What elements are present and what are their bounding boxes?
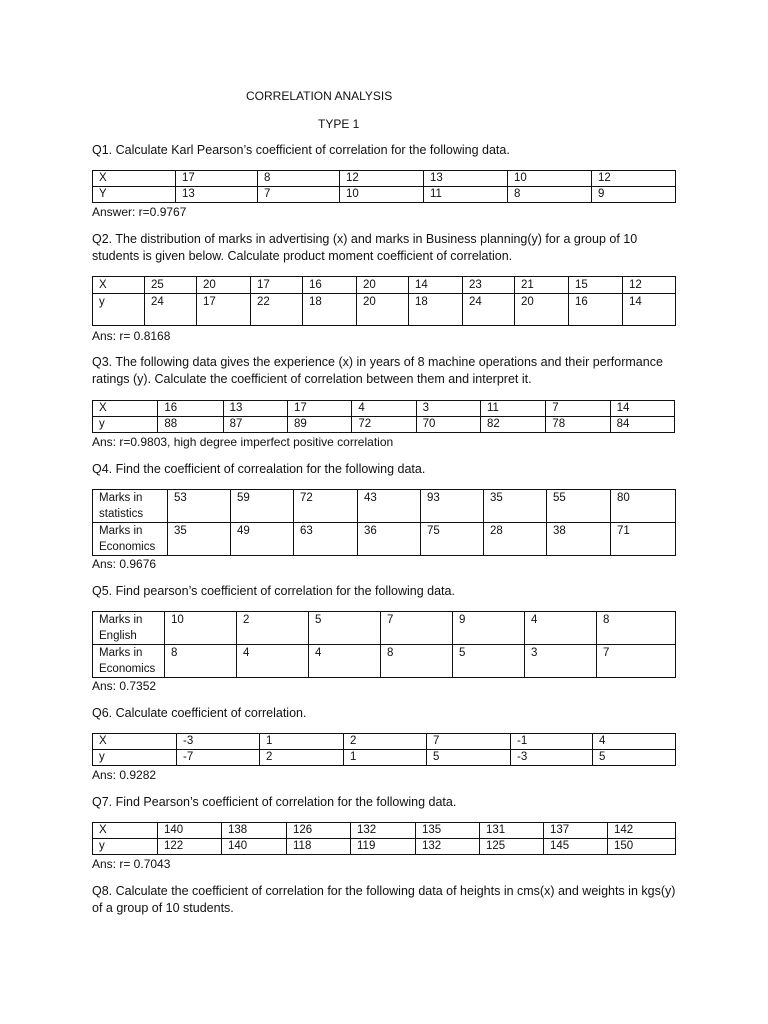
table-cell: -7 (177, 750, 260, 766)
table-cell: 55 (547, 490, 611, 523)
table-cell: 8 (258, 171, 340, 187)
table-cell: 17 (176, 171, 258, 187)
table-cell: 24 (463, 294, 515, 326)
table-cell: 1 (260, 734, 344, 750)
table-row (93, 294, 676, 326)
table-row (93, 401, 675, 417)
table-cell: 71 (611, 523, 676, 556)
table-cell: 18 (303, 294, 357, 326)
question-6-table (92, 733, 676, 766)
table-cell: 126 (287, 823, 351, 839)
table-cell: 59 (231, 490, 294, 523)
question-5-answer: Ans: 0.7352 (92, 679, 157, 693)
table-cell: 7 (258, 187, 340, 203)
table-cell: 13 (176, 187, 258, 203)
table-cell: 11 (480, 401, 545, 417)
question-1-table (92, 170, 676, 203)
table-cell: 7 (546, 401, 610, 417)
table-cell: 20 (197, 277, 251, 294)
table-row (93, 645, 676, 678)
table-row (93, 171, 676, 187)
table-cell: 4 (593, 734, 676, 750)
document-title: CORRELATION ANALYSIS (246, 89, 393, 103)
table-cell: 93 (421, 490, 484, 523)
table-cell: 16 (569, 294, 623, 326)
table-cell: 8 (597, 612, 676, 645)
table-cell: 119 (351, 839, 416, 855)
table-cell: 135 (416, 823, 480, 839)
row-label: X (93, 823, 158, 839)
row-label: Marks in Economics (93, 645, 165, 678)
question-5-text: Q5. Find pearson’s coefficient of correlation for the following data. (92, 584, 455, 598)
question-6-answer: Ans: 0.9282 (92, 768, 157, 782)
table-cell: 12 (340, 171, 424, 187)
row-label: Marks in English (93, 612, 165, 645)
table-cell: 63 (294, 523, 358, 556)
table-cell: 8 (381, 645, 453, 678)
table-cell: 75 (421, 523, 484, 556)
row-label: X (93, 277, 145, 294)
table-cell: 150 (608, 839, 676, 855)
row-label: X (93, 734, 177, 750)
table-cell: 145 (544, 839, 608, 855)
table-cell: 53 (168, 490, 231, 523)
table-row (93, 417, 675, 433)
table-cell: 24 (145, 294, 197, 326)
table-row (93, 750, 676, 766)
table-cell: 70 (416, 417, 480, 433)
row-label: y (93, 417, 158, 433)
table-row (93, 734, 676, 750)
table-cell: 122 (158, 839, 222, 855)
table-row (93, 277, 676, 294)
table-cell: 4 (525, 612, 597, 645)
table-cell: 38 (547, 523, 611, 556)
table-cell: 5 (427, 750, 511, 766)
document-subtitle: TYPE 1 (318, 117, 360, 131)
table-cell: 8 (508, 187, 592, 203)
table-cell: 140 (158, 823, 222, 839)
table-cell: 89 (287, 417, 351, 433)
table-cell: 11 (424, 187, 508, 203)
table-cell: 16 (158, 401, 223, 417)
table-cell: 5 (593, 750, 676, 766)
table-cell: 35 (484, 490, 547, 523)
table-cell: 9 (592, 187, 676, 203)
table-cell: 12 (623, 277, 676, 294)
table-cell: 4 (309, 645, 381, 678)
table-cell: 7 (427, 734, 511, 750)
table-row (93, 823, 676, 839)
question-2-answer: Ans: r= 0.8168 (92, 329, 171, 343)
table-cell: 2 (237, 612, 309, 645)
table-row (93, 612, 676, 645)
question-7-answer: Ans: r= 0.7043 (92, 857, 171, 871)
table-cell: 7 (597, 645, 676, 678)
table-cell: 10 (508, 171, 592, 187)
table-row (93, 523, 676, 556)
table-cell: 17 (287, 401, 351, 417)
table-cell: 5 (453, 645, 525, 678)
table-cell: 2 (344, 734, 427, 750)
table-row (93, 490, 676, 523)
table-cell: 84 (610, 417, 674, 433)
table-cell: 13 (424, 171, 508, 187)
table-cell: 23 (463, 277, 515, 294)
question-1-answer: Answer: r=0.9767 (92, 205, 187, 219)
table-cell: 10 (340, 187, 424, 203)
question-5-table (92, 611, 676, 678)
table-cell: 25 (145, 277, 197, 294)
table-cell: 125 (480, 839, 544, 855)
table-cell: 10 (165, 612, 237, 645)
table-cell: 72 (352, 417, 416, 433)
table-cell: 80 (611, 490, 676, 523)
table-cell: -3 (177, 734, 260, 750)
table-cell: 18 (409, 294, 463, 326)
table-cell: 16 (303, 277, 357, 294)
table-cell: 4 (237, 645, 309, 678)
row-label: y (93, 750, 177, 766)
table-cell: 14 (409, 277, 463, 294)
question-4-table (92, 489, 676, 556)
question-2-text: Q2. The distribution of marks in advertising (x) and marks in Business planning(y) for a group of 10 students is given below. Calculate product moment coefficient of correlation. (92, 232, 638, 263)
table-cell: 72 (294, 490, 358, 523)
table-cell: 138 (222, 823, 287, 839)
table-row (93, 839, 676, 855)
table-cell: 1 (344, 750, 427, 766)
table-cell: 2 (260, 750, 344, 766)
table-cell: 20 (357, 294, 409, 326)
table-cell: 4 (352, 401, 416, 417)
table-cell: 14 (623, 294, 676, 326)
row-label: y (93, 294, 145, 326)
question-2-table (92, 276, 676, 326)
question-3-table (92, 400, 675, 433)
table-cell: 14 (610, 401, 674, 417)
question-7-table (92, 822, 676, 855)
table-cell: 17 (251, 277, 303, 294)
table-cell: -1 (511, 734, 593, 750)
row-label: Marks in statistics (93, 490, 168, 523)
question-7-text: Q7. Find Pearson’s coefficient of correlation for the following data. (92, 795, 457, 809)
table-cell: 21 (515, 277, 569, 294)
table-cell: 15 (569, 277, 623, 294)
table-cell: 132 (351, 823, 416, 839)
table-cell: 118 (287, 839, 351, 855)
table-cell: 36 (358, 523, 421, 556)
table-cell: 3 (525, 645, 597, 678)
table-cell: 22 (251, 294, 303, 326)
table-cell: 35 (168, 523, 231, 556)
table-cell: 12 (592, 171, 676, 187)
question-3-answer: Ans: r=0.9803, high degree imperfect positive correlation (92, 435, 394, 449)
question-6-text: Q6. Calculate coefficient of correlation. (92, 706, 307, 720)
row-label: y (93, 839, 158, 855)
table-cell: 78 (546, 417, 610, 433)
table-cell: 137 (544, 823, 608, 839)
table-cell: 131 (480, 823, 544, 839)
table-cell: 20 (357, 277, 409, 294)
table-cell: 7 (381, 612, 453, 645)
row-label: X (93, 171, 176, 187)
table-cell: 17 (197, 294, 251, 326)
table-cell: 9 (453, 612, 525, 645)
table-cell: 132 (416, 839, 480, 855)
table-cell: 142 (608, 823, 676, 839)
table-cell: 13 (223, 401, 287, 417)
question-4-text: Q4. Find the coefficient of correalation for the following data. (92, 462, 426, 476)
row-label: Marks in Economics (93, 523, 168, 556)
table-cell: 28 (484, 523, 547, 556)
table-cell: 49 (231, 523, 294, 556)
table-cell: 88 (158, 417, 223, 433)
table-cell: 43 (358, 490, 421, 523)
table-cell: 87 (223, 417, 287, 433)
row-label: X (93, 401, 158, 417)
table-cell: 82 (480, 417, 545, 433)
question-4-answer: Ans: 0.9676 (92, 557, 157, 571)
table-cell: 140 (222, 839, 287, 855)
table-cell: 20 (515, 294, 569, 326)
table-cell: 3 (416, 401, 480, 417)
table-cell: 8 (165, 645, 237, 678)
table-row (93, 187, 676, 203)
table-cell: -3 (511, 750, 593, 766)
table-cell: 5 (309, 612, 381, 645)
question-8-text: Q8. Calculate the coefficient of correlation for the following data of heights in cms(x) and weights in kgs(y) of a group of 10 students. (92, 884, 676, 915)
row-label: Y (93, 187, 176, 203)
question-3-text: Q3. The following data gives the experience (x) in years of 8 machine operations and their performance ratings (y). Calculate the coefficient of correlation between them and interpret it. (92, 355, 663, 386)
question-1-text: Q1. Calculate Karl Pearson’s coefficient of correlation for the following data. (92, 143, 510, 157)
